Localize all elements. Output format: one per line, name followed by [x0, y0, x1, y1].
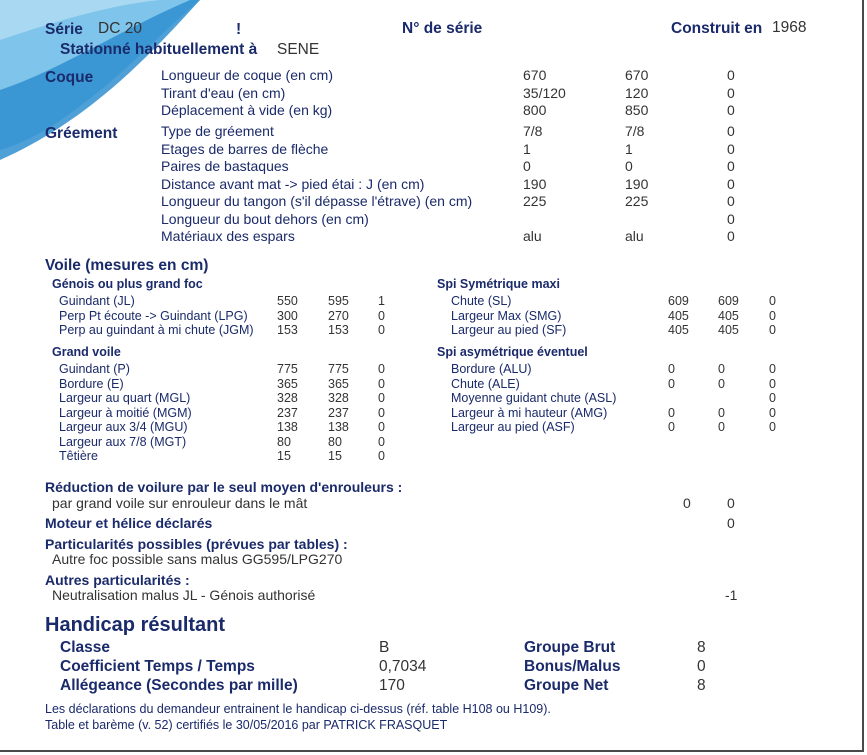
station-value: SENE [277, 41, 320, 58]
groupe-net-value: 8 [697, 677, 706, 694]
voile-grandvoile-rows-row-v2: 328 [328, 391, 349, 405]
serie-warning: ! [236, 21, 242, 38]
coque-rows-row-label: Déplacement à vide (en kg) [161, 102, 333, 118]
voile-grandvoile-rows-row-label: Largeur à moitié (MGM) [59, 405, 192, 420]
handicap-title: Handicap résultant [45, 614, 226, 636]
voile-spisym-rows-row-d: 0 [769, 308, 776, 323]
greement-rows-row-v2: alu [625, 228, 644, 244]
greement-rows-row-v2: 1 [625, 140, 633, 157]
coque-rows-row-v2: 850 [625, 102, 649, 118]
voile-spiasym-rows-row-label: Largeur à mi hauteur (AMG) [451, 405, 608, 420]
voile-genois-rows-row-v1: 153 [277, 323, 298, 337]
footer-certification: Table et barème (v. 52) certifiés le 30/05/2016 par PATRICK FRASQUET [45, 718, 448, 732]
voile-grandvoile-rows-row-label: Largeur au quart (MGL) [59, 391, 191, 405]
voile-grandvoile-rows-row-d: 0 [378, 449, 385, 463]
coque-rows-row-label: Tirant d'eau (en cm) [161, 84, 286, 101]
voile-spisym-rows-row-v1: 609 [668, 294, 689, 308]
serie-label: Série [45, 21, 83, 38]
voile-spiasym-rows-row-label: Chute (ALE) [451, 376, 520, 391]
voile-grandvoile-rows-row-v1: 328 [277, 391, 298, 405]
greement-rows-row-v1: 0 [523, 158, 531, 174]
voile-spiasym-rows-row-v1: 0 [668, 420, 675, 434]
reduction-title: Réduction de voilure par le seul moyen d'enrouleurs : [45, 479, 403, 495]
voile-spiasym-rows-row-v2: 0 [718, 362, 725, 376]
greement-rows-row-label: Distance avant mat -> pied étai : J (en cm) [161, 175, 425, 192]
reduction-value: 0 [683, 495, 691, 511]
coque-rows-row-v2: 670 [625, 67, 649, 83]
voile-spiasym-rows-row-label: Largeur au pied (ASF) [451, 420, 575, 434]
voile-genois-rows-row-label: Perp au guindant à mi chute (JGM) [59, 323, 254, 337]
voile-spisym-rows-row-label: Largeur Max (SMG) [451, 308, 562, 323]
voile-spisym-rows-row-v1: 405 [668, 323, 689, 337]
voile-genois-rows-row-v2: 595 [328, 294, 349, 308]
coque-rows-row-label: Longueur de coque (en cm) [161, 67, 333, 83]
spisym-title: Spi Symétrique maxi [437, 277, 560, 291]
greement-rows-row-label: Type de gréement [161, 123, 274, 139]
voile-grandvoile-rows-row-d: 0 [378, 420, 385, 434]
voile-spisym-rows-row-v2: 405 [718, 323, 739, 337]
voile-spiasym-rows-row-d: 0 [769, 376, 776, 391]
greement-rows-row-v2: 7/8 [625, 123, 645, 139]
greement-rows-row-v2: 190 [625, 175, 649, 192]
autres-delta: -1 [725, 587, 738, 603]
voile-grandvoile-rows-row-d: 0 [378, 391, 385, 405]
coque-rows-row-d: 0 [727, 84, 735, 101]
greement-rows-row-d: 0 [727, 175, 735, 192]
voile-genois-rows-row-d: 0 [378, 323, 385, 337]
voile-genois-rows-row-label: Perp Pt écoute -> Guindant (LPG) [59, 308, 248, 323]
greement-rows-row-d: 0 [727, 140, 735, 157]
voile-spiasym-rows-row-d: 0 [769, 362, 776, 376]
coef-label: Coefficient Temps / Temps [60, 658, 255, 675]
bonus-malus-value: 0 [697, 658, 706, 675]
classe-value: B [379, 639, 390, 656]
greement-rows-row-d: 0 [727, 123, 735, 139]
station-label: Stationné habituellement à [60, 41, 258, 58]
bonus-malus-label: Bonus/Malus [524, 658, 621, 675]
allegeance-value: 170 [379, 677, 405, 694]
voile-genois-rows-row-v1: 300 [277, 308, 298, 323]
greement-rows-row-label: Longueur du bout dehors (en cm) [161, 210, 369, 227]
voile-grandvoile-rows-row-v1: 80 [277, 434, 291, 449]
voile-spiasym-rows-row-v2: 0 [718, 405, 725, 420]
voile-grandvoile-rows-row-v1: 15 [277, 449, 291, 463]
reduction-delta: 0 [727, 495, 735, 511]
moteur-title: Moteur et hélice déclarés [45, 515, 213, 531]
voile-spiasym-rows-row-v1: 0 [668, 405, 675, 420]
greement-rows-row-label: Paires de bastaques [161, 158, 289, 174]
coque-rows-row-v2: 120 [625, 84, 649, 101]
voile-grandvoile-rows-row-label: Guindant (P) [59, 362, 130, 376]
greement-rows-row-d: 0 [727, 210, 735, 227]
voile-spisym-rows-row-v2: 609 [718, 294, 739, 308]
voile-spisym-rows-row-v2: 405 [718, 308, 739, 323]
voile-grandvoile-rows-row-label: Largeur aux 7/8 (MGT) [59, 434, 187, 449]
spiasym-title: Spi asymétrique éventuel [437, 345, 588, 359]
allegeance-label: Allégeance (Secondes par mille) [60, 677, 298, 694]
coque-rows-row-d: 0 [727, 102, 735, 118]
greement-rows-row-label: Etages de barres de flèche [161, 140, 329, 157]
voile-spisym-rows-row-label: Largeur au pied (SF) [451, 323, 567, 337]
coque-title: Coque [45, 69, 94, 86]
autres-line: Neutralisation malus JL - Génois authorisé [52, 587, 316, 603]
groupe-brut-label: Groupe Brut [524, 639, 616, 656]
greement-rows-row-label: Longueur du tangon (s'il dépasse l'étrave) (en cm) [161, 193, 473, 209]
coque-rows-row-v1: 800 [523, 102, 547, 118]
coef-value: 0,7034 [379, 658, 427, 675]
greement-rows-row-v1: 1 [523, 140, 531, 157]
voile-spiasym-rows-row-v1: 0 [668, 362, 675, 376]
coque-rows-row-d: 0 [727, 67, 735, 83]
voile-spisym-rows-row-d: 0 [769, 294, 776, 308]
voile-grandvoile-rows-row-d: 0 [378, 376, 385, 391]
greement-rows-row-v1: alu [523, 228, 542, 244]
genois-title: Génois ou plus grand foc [52, 277, 203, 291]
voile-grandvoile-rows-row-v1: 775 [277, 362, 298, 376]
reduction-line: par grand voile sur enrouleur dans le mât [52, 495, 308, 511]
voile-genois-rows-row-label: Guindant (JL) [59, 294, 135, 308]
voile-grandvoile-rows-row-label: Bordure (E) [59, 376, 124, 391]
voile-genois-rows-row-v2: 153 [328, 323, 349, 337]
greement-rows-row-d: 0 [727, 158, 735, 174]
greement-rows-row-v2: 225 [625, 193, 649, 209]
voile-grandvoile-rows-row-d: 0 [378, 362, 385, 376]
voile-spiasym-rows-row-v1: 0 [668, 376, 675, 391]
greement-rows-row-v1: 225 [523, 193, 547, 209]
voile-title: Voile (mesures en cm) [45, 257, 209, 274]
greement-rows-row-label: Matériaux des espars [161, 228, 295, 244]
voile-spisym-rows-row-v1: 405 [668, 308, 689, 323]
coque-rows-row-v1: 35/120 [523, 84, 566, 101]
voile-grandvoile-rows-row-v2: 15 [328, 449, 342, 463]
greement-rows-row-d: 0 [727, 193, 735, 209]
groupe-brut-value: 8 [697, 639, 706, 656]
voile-spiasym-rows-row-label: Moyenne guidant chute (ASL) [451, 391, 617, 405]
voile-genois-rows-row-d: 1 [378, 294, 385, 308]
voile-grandvoile-rows-row-d: 0 [378, 434, 385, 449]
numserie-label: N° de série [402, 20, 483, 37]
voile-grandvoile-rows-row-label: Têtière [59, 449, 98, 463]
grandvoile-title: Grand voile [52, 345, 121, 359]
voile-spiasym-rows-row-label: Bordure (ALU) [451, 362, 532, 376]
voile-grandvoile-rows-row-label: Largeur aux 3/4 (MGU) [59, 420, 188, 434]
greement-rows-row-v1: 190 [523, 175, 547, 192]
voile-genois-rows-row-v2: 270 [328, 308, 349, 323]
classe-label: Classe [60, 639, 110, 656]
autres-title: Autres particularités : [45, 572, 190, 588]
voile-grandvoile-rows-row-v1: 365 [277, 376, 298, 391]
voile-grandvoile-rows-row-v1: 138 [277, 420, 298, 434]
voile-spiasym-rows-row-d: 0 [769, 405, 776, 420]
voile-spisym-rows-row-label: Chute (SL) [451, 294, 512, 308]
voile-grandvoile-rows-row-v2: 237 [328, 405, 349, 420]
construit-label: Construit en [671, 20, 763, 37]
voile-grandvoile-rows-row-v2: 80 [328, 434, 342, 449]
voile-spiasym-rows-row-d: 0 [769, 391, 776, 405]
particularites-title: Particularités possibles (prévues par tables) : [45, 536, 348, 552]
voile-spisym-rows-row-d: 0 [769, 323, 776, 337]
footer-declaration: Les déclarations du demandeur entrainent le handicap ci-dessus (réf. table H108 ou H109). [45, 702, 551, 716]
voile-grandvoile-rows-row-v2: 775 [328, 362, 349, 376]
greement-title: Gréement [45, 125, 118, 142]
voile-grandvoile-rows-row-v2: 138 [328, 420, 349, 434]
voile-grandvoile-rows-row-d: 0 [378, 405, 385, 420]
voile-spiasym-rows-row-d: 0 [769, 420, 776, 434]
moteur-delta: 0 [727, 515, 735, 531]
voile-spiasym-rows-row-v2: 0 [718, 420, 725, 434]
coque-rows-row-v1: 670 [523, 67, 547, 83]
particularites-line: Autre foc possible sans malus GG595/LPG270 [52, 551, 343, 567]
greement-rows-row-d: 0 [727, 228, 735, 244]
voile-genois-rows-row-d: 0 [378, 308, 385, 323]
construit-value: 1968 [772, 19, 807, 36]
serie-value: DC 20 [98, 20, 142, 37]
voile-spiasym-rows-row-v2: 0 [718, 376, 725, 391]
voile-genois-rows-row-v1: 550 [277, 294, 298, 308]
voile-grandvoile-rows-row-v1: 237 [277, 405, 298, 420]
greement-rows-row-v2: 0 [625, 158, 633, 174]
greement-rows-row-v1: 7/8 [523, 123, 543, 139]
voile-grandvoile-rows-row-v2: 365 [328, 376, 349, 391]
groupe-net-label: Groupe Net [524, 677, 609, 694]
